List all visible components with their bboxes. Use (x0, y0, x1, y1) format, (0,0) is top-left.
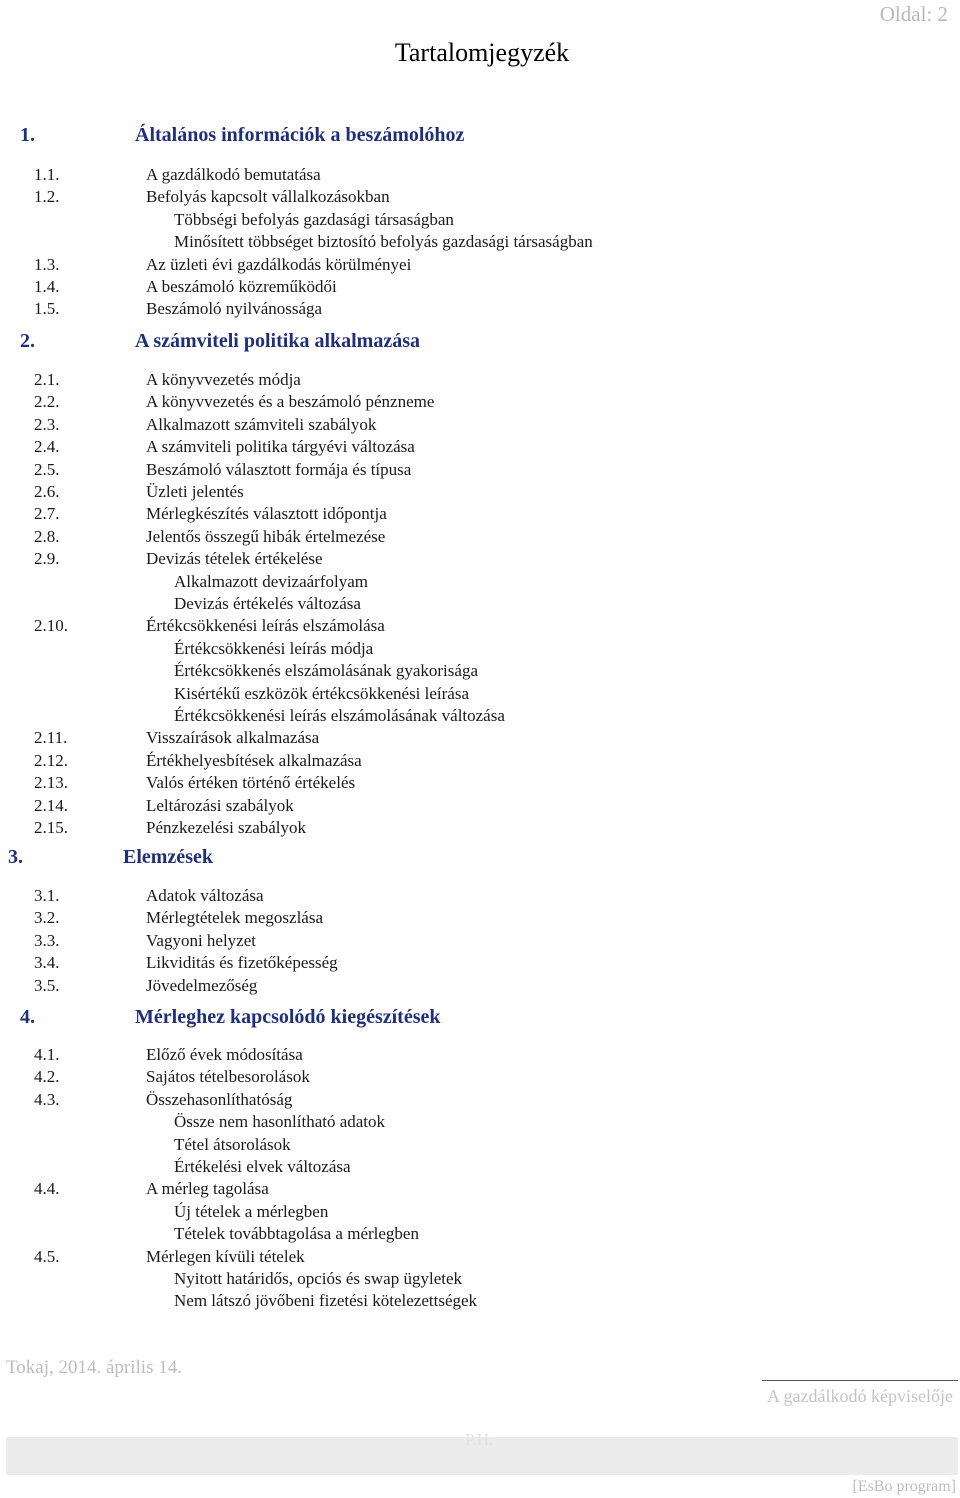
toc-item-number: 4.4. (34, 1179, 60, 1199)
toc-subitem: Értékcsökkenési leírás elszámolásának változása (174, 706, 505, 725)
toc-item-title: Az üzleti évi gazdálkodás körülményei (146, 254, 412, 274)
toc-item-number: 1.3. (34, 254, 60, 274)
toc-item-title: Jövedelmezőség (146, 975, 258, 995)
toc-item-number: 3.5. (34, 975, 60, 995)
toc-item-title: Likviditás és fizetőképesség (146, 953, 338, 973)
toc-item-number: 3.4. (34, 953, 60, 973)
toc-subitem: Össze nem hasonlítható adatok (174, 1112, 386, 1132)
toc-subitem: Értékelési elvek változása (174, 1157, 351, 1176)
document-title: Tartalomjegyzék (394, 38, 570, 67)
toc-item-title: Értékcsökkenési leírás elszámolása (146, 616, 385, 636)
section-number: 1. (20, 124, 35, 146)
toc-subitem: Alkalmazott devizaárfolyam (174, 571, 368, 591)
toc-subitem: Értékcsökkenési leírás módja (174, 638, 374, 658)
toc-item-number: 2.15. (34, 818, 68, 837)
page-number: Oldal: 2 (879, 2, 948, 26)
toc-item-number: 2.12. (34, 750, 68, 770)
toc-subitem: Nyitott határidős, opciós és swap ügyletek (174, 1269, 463, 1288)
toc-subitem: Többségi befolyás gazdasági társaságban (174, 209, 454, 229)
toc-item-number: 1.5. (34, 299, 60, 319)
place-date: Tokaj, 2014. április 14. (6, 1357, 182, 1378)
toc-item-number: 4.5. (34, 1246, 60, 1266)
signature-line (762, 1380, 958, 1381)
toc-subitem: Kisértékű eszközök értékcsökkenési leírása (174, 683, 470, 703)
toc-item-title: Mérlegen kívüli tételek (146, 1246, 305, 1266)
toc-item-title: A könyvvezetés és a beszámoló pénzneme (146, 392, 435, 412)
toc-subitem: Minősített többséget biztosító befolyás gazdasági társaságban (174, 232, 593, 252)
stamp-text: P.H. (465, 1430, 494, 1449)
toc-item-number: 2.13. (34, 773, 68, 793)
toc-item-title: Leltározási szabályok (146, 795, 294, 815)
toc-item-number: 2.11. (34, 728, 68, 748)
toc-item-number: 1.4. (34, 277, 60, 296)
section-title: Mérleghez kapcsolódó kiegészítések (135, 1006, 441, 1028)
toc-item-title: Beszámoló választott formája és típusa (146, 459, 412, 479)
toc-item-number: 2.9. (34, 549, 60, 569)
toc-item-number: 4.2. (34, 1067, 60, 1087)
toc-item-title: Devizás tételek értékelése (146, 549, 323, 569)
toc-item-title: A beszámoló közreműködői (146, 277, 337, 296)
toc-item-title: A gazdálkodó bemutatása (146, 165, 321, 184)
toc-item-number: 2.6. (34, 482, 60, 501)
toc-item-number: 2.1. (34, 370, 60, 389)
section-number: 3. (8, 846, 23, 868)
toc-item-title: Jelentős összegű hibák értelmezése (146, 526, 386, 546)
toc-item-title: Adatok változása (146, 886, 264, 905)
toc-subitem: Devizás értékelés változása (174, 594, 361, 613)
toc-item-number: 4.1. (34, 1045, 60, 1064)
toc-item-number: 2.10. (34, 616, 68, 636)
toc-item-title: Pénzkezelési szabályok (146, 818, 307, 837)
toc-item-number: 3.3. (34, 930, 60, 950)
toc-item-title: Alkalmazott számviteli szabályok (146, 414, 377, 434)
toc-item-title: Beszámoló nyilvánossága (146, 299, 323, 319)
toc-item-title: Vagyoni helyzet (146, 930, 256, 950)
toc-item-number: 3.2. (34, 908, 60, 928)
section-title: A számviteli politika alkalmazása (135, 330, 420, 352)
toc-item-number: 1.2. (34, 187, 60, 207)
toc-item-title: Sajátos tételbesorolások (146, 1067, 310, 1087)
toc-item-number: 4.3. (34, 1089, 60, 1109)
toc-subitem: Tétel átsorolások (174, 1134, 291, 1154)
section-number: 4. (20, 1006, 35, 1028)
toc-subitem: Új tételek a mérlegben (174, 1201, 329, 1221)
toc-item-title: A könyvvezetés módja (146, 370, 301, 389)
toc-item-number: 2.4. (34, 437, 60, 457)
toc-item-number: 3.1. (34, 886, 60, 905)
toc-item-number: 2.8. (34, 526, 60, 546)
program-name: [EsBo program] (852, 1478, 956, 1495)
toc-item-title: Értékhelyesbítések alkalmazása (146, 750, 362, 770)
toc-item-title: A számviteli politika tárgyévi változása (146, 437, 415, 457)
toc-item-title: Valós értéken történő értékelés (146, 773, 356, 793)
toc-item-number: 2.14. (34, 795, 68, 815)
toc-item-title: Mérlegtételek megoszlása (146, 908, 324, 928)
toc-item-title: Összehasonlíthatóság (146, 1089, 293, 1109)
toc-item-title: Üzleti jelentés (146, 482, 244, 501)
toc-subitem: Tételek továbbtagolása a mérlegben (174, 1224, 419, 1244)
toc-item-number: 1.1. (34, 165, 60, 184)
section-title: Általános információk a beszámolóhoz (135, 124, 465, 146)
toc-subitem: Nem látszó jövőbeni fizetési kötelezettségek (174, 1291, 478, 1311)
section-title: Elemzések (123, 846, 213, 868)
toc-item-title: A mérleg tagolása (146, 1179, 269, 1199)
toc-item-number: 2.5. (34, 459, 60, 479)
toc-item-number: 2.3. (34, 414, 60, 434)
toc-subitem: Értékcsökkenés elszámolásának gyakorisága (174, 661, 478, 681)
toc-item-title: Előző évek módosítása (146, 1045, 303, 1064)
toc-item-title: Mérlegkészítés választott időpontja (146, 504, 387, 524)
toc-item-number: 2.7. (34, 504, 60, 524)
toc-item-title: Visszaírások alkalmazása (146, 728, 320, 748)
section-number: 2. (20, 330, 35, 352)
toc-item-number: 2.2. (34, 392, 60, 412)
toc-item-title: Befolyás kapcsolt vállalkozásokban (146, 187, 390, 207)
signature-label: A gazdálkodó képviselője (767, 1386, 953, 1406)
